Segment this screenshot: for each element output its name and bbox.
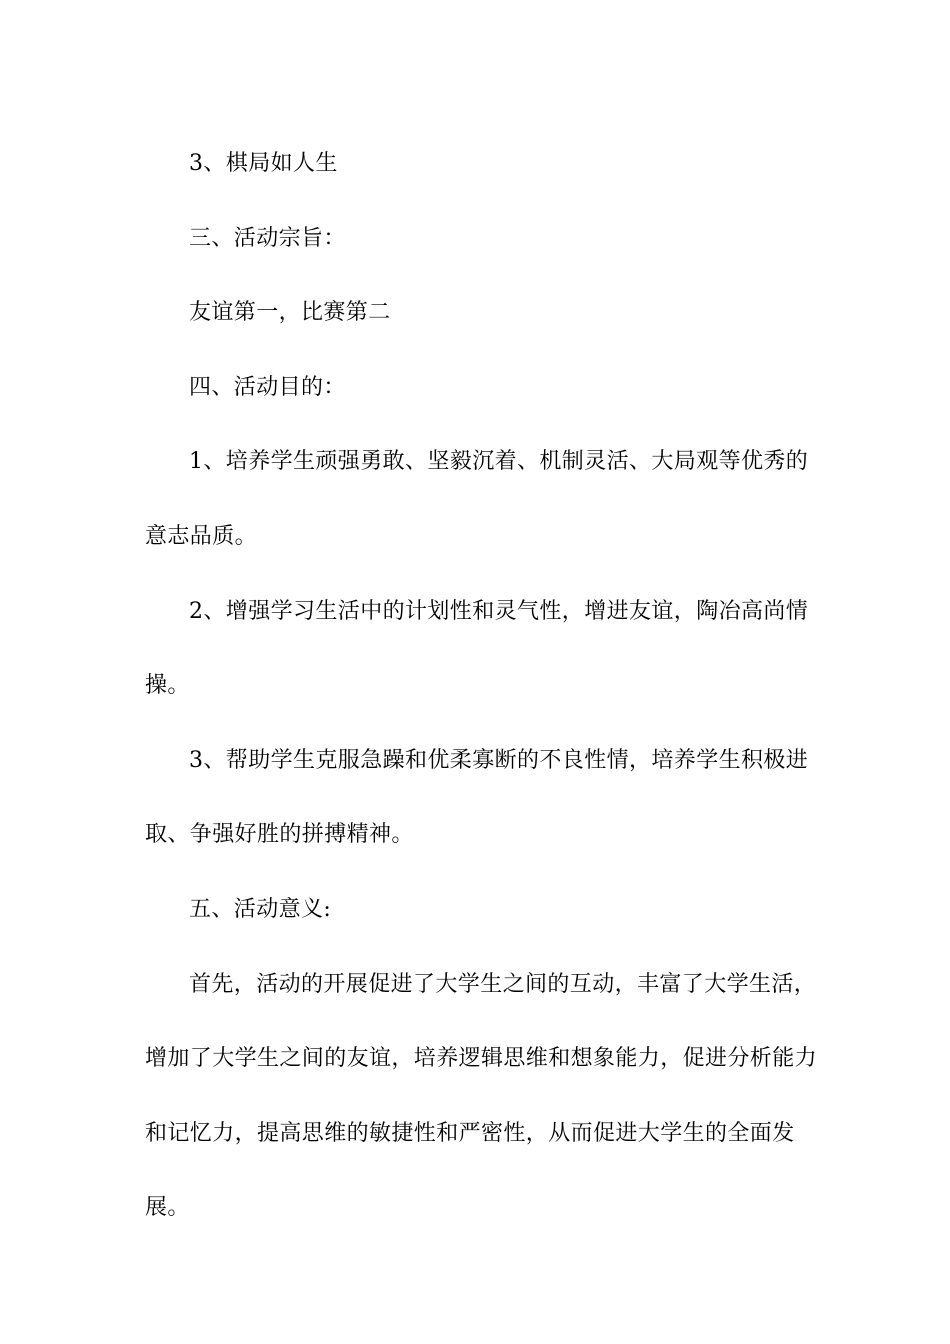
paragraph-significance-text: 首先，活动的开展促进了大学生之间的互动，丰富了大学生活，增加了大学生之间的友谊，培养逻辑思维和想象能力，促进分析能力和记忆力，提高思维的敏捷性和严密性，从而促进大学生的全面发展。 <box>145 971 818 1221</box>
document-body <box>145 127 818 1246</box>
paragraph-item-3-chess-like-life: 3、棋局如人生 <box>189 151 338 176</box>
paragraph-purpose-text: 友谊第一，比赛第二 <box>189 300 391 326</box>
section-heading-activity-goals: 四、活动目的： <box>189 374 346 400</box>
paragraph-goal-3: 3、帮助学生克服急躁和优柔寡断的不良性情，培养学生积极进取、争强好胜的拼搏精神。 <box>145 747 809 848</box>
section-heading-activity-purpose: 三、活动宗旨： <box>189 225 346 251</box>
paragraph-goal-1: 1、培养学生顽强勇敢、坚毅沉着、机制灵活、大局观等优秀的意志品质。 <box>145 449 809 549</box>
section-heading-activity-significance: 五、活动意义: <box>189 896 332 922</box>
paragraph-goal-2: 2、增强学习生活中的计划性和灵气性，增进友谊，陶冶高尚情操。 <box>145 598 809 699</box>
